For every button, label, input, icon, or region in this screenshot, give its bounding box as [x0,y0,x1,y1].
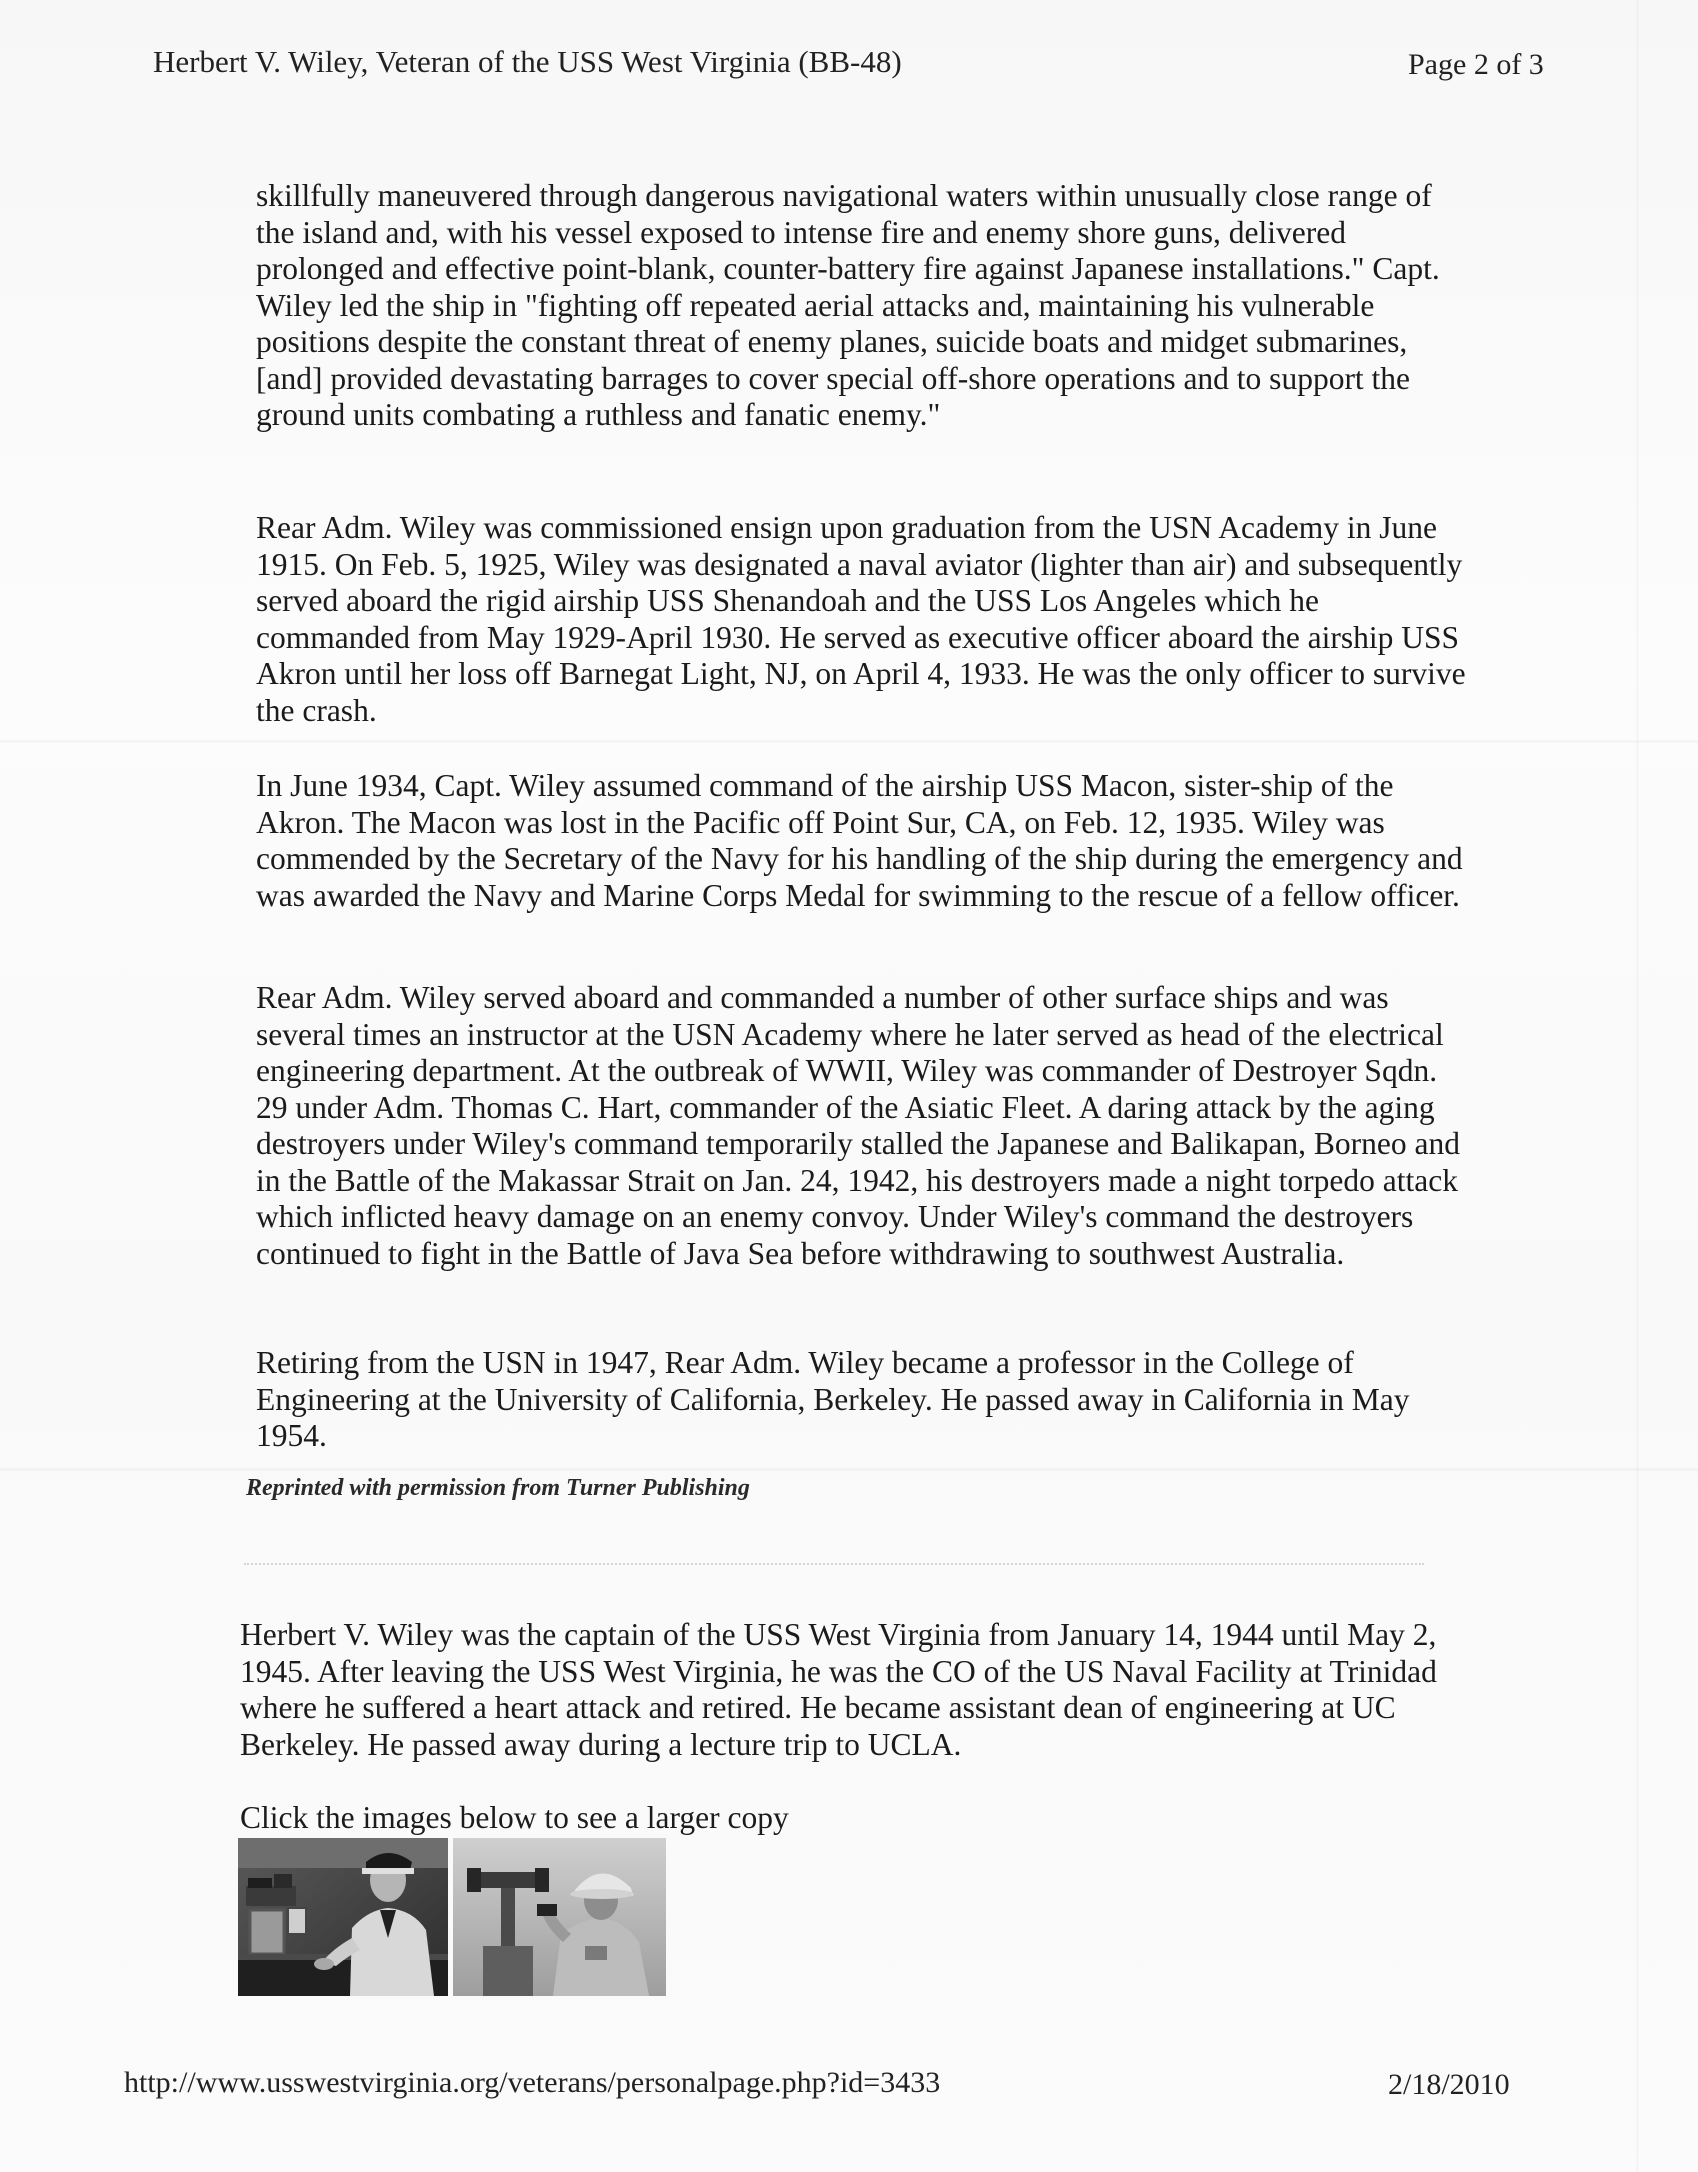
image-click-prompt: Click the images below to see a larger copy [240,1800,789,1835]
publisher-credit: Reprinted with permission from Turner Publishing [246,1475,750,1501]
paragraph-captaincy: Herbert V. Wiley was the captain of the USS West Virginia from January 14, 1944 until May 2, 1945. After leaving the USS West Virginia, he was the CO of the US Naval Facility at Trinidad where he suffered a heart attack and retired. He became assistant dean of engineering at UC Berkeley. He passed away during a lecture trip to UCLA. [240,1617,1437,1762]
paragraph-retirement: Retiring from the USN in 1947, Rear Adm. Wiley became a professor in the College of Engineering at the University of California, Berkeley. He passed away in California in May 1954. [256,1345,1410,1453]
paper-fold-line [0,740,1698,743]
photo-thumbnail-officer-helmet[interactable] [453,1838,666,1996]
paragraph-early-career: Rear Adm. Wiley was commissioned ensign upon graduation from the USN Academy in June 1915. On Feb. 5, 1925, Wiley was designated a naval aviator (lighter than air) and subsequently served aboard the rigid airship USS Shenandoah and the USS Los Angeles which he commanded from May 1929-April 1930. He served as executive officer aboard the airship USS Akron until her loss off Barnegat Light, NJ, on April 4, 1933. He was the only officer to survive the crash. [256,510,1466,728]
officer-with-binoculars-photo [453,1838,666,1996]
section-divider [244,1563,1424,1565]
officer-at-desk-photo [238,1838,448,1996]
source-url: http://www.usswestvirginia.org/veterans/personalpage.php?id=3433 [124,2066,941,2099]
paragraph-wwii: Rear Adm. Wiley served aboard and commanded a number of other surface ships and was several times an instructor at the USN Academy where he later served as head of the electrical engineering department. At the outbreak of WWII, Wiley was commander of Destroyer Sqdn. 29 under Adm. Thomas C. Hart, commander of the Asiatic Fleet. A daring attack by the aging destroyers under Wiley's command temporarily stalled the Japanese and Balikapan, Borneo and in the Battle of the Makassar Strait on Jan. 24, 1942, his destroyers made a night torpedo attack which inflicted heavy damage on an enemy convoy. Under Wiley's command the destroyers continued to fight in the Battle of Java Sea before withdrawing to southwest Australia. [256,980,1460,1271]
paper-edge-shadow [1636,0,1639,2172]
paragraph-commendation: skillfully maneuvered through dangerous navigational waters within unusually close range of the island and, with his vessel exposed to intense fire and enemy shore guns, delivered prolonged and effective point-blank, counter-battery fire against Japanese installations." Capt. Wiley led the ship in "fighting off repeated aerial attacks and, maintaining his vulnerable positions despite the constant threat of enemy planes, suicide boats and midget submarines, [and] provided devastating barrages to cover special off-shore operations and to support the ground units combating a ruthless and fanatic enemy." [256,178,1440,432]
document-header-title: Herbert V. Wiley, Veteran of the USS West Virginia (BB-48) [153,44,902,79]
page-number: Page 2 of 3 [1408,48,1544,81]
print-date: 2/18/2010 [1388,2068,1510,2101]
paper-fold-line [0,1468,1698,1471]
paragraph-macon: In June 1934, Capt. Wiley assumed command of the airship USS Macon, sister-ship of the Akron. The Macon was lost in the Pacific off Point Sur, CA, on Feb. 12, 1935. Wiley was commended by the Secretary of the Navy for his handling of the ship during the emergency and was awarded the Navy and Marine Corps Medal for swimming to the rescue of a fellow officer. [256,768,1463,913]
photo-thumbnail-officer-desk[interactable] [238,1838,448,1996]
